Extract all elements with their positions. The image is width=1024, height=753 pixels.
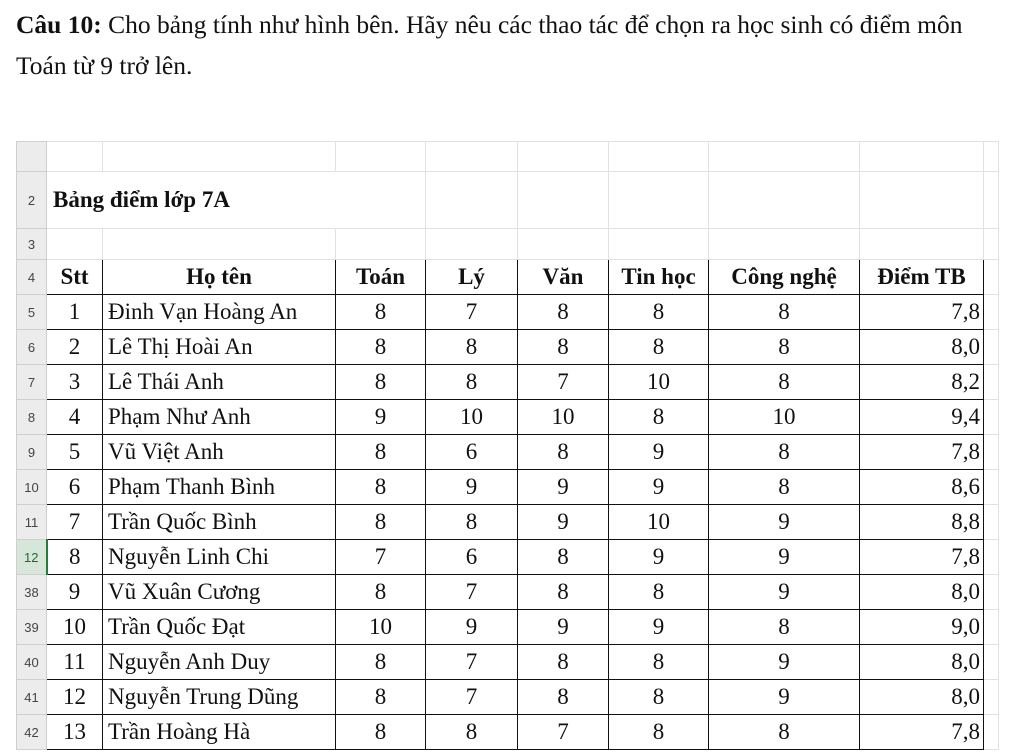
cell-diem-tb[interactable]: 9,4 — [860, 400, 984, 435]
row-blank-top — [17, 142, 999, 172]
table-row — [17, 295, 999, 330]
cell-tin[interactable]: 10 — [609, 365, 709, 400]
cell-cong-nghe[interactable]: 9 — [709, 575, 860, 610]
table-row — [17, 365, 999, 400]
cell-toan[interactable]: 8 — [336, 645, 426, 680]
cell-ly[interactable]: 10 — [426, 400, 518, 435]
cell-stt[interactable]: 8 — [47, 540, 103, 575]
cell-diem-tb[interactable]: 8,0 — [860, 330, 984, 365]
cell-diem-tb[interactable]: 8,6 — [860, 470, 984, 505]
table-row — [17, 610, 999, 645]
cell-tin[interactable]: 9 — [609, 470, 709, 505]
cell-name[interactable]: Nguyễn Linh Chi — [103, 540, 336, 575]
col-header-toan[interactable]: Toán — [336, 260, 426, 295]
cell-name[interactable]: Trần Quốc Bình — [103, 505, 336, 540]
cell-stt[interactable]: 1 — [47, 295, 103, 330]
row-header[interactable]: 38 — [17, 575, 47, 610]
cell-stt[interactable]: 13 — [47, 715, 103, 750]
cell-cong-nghe[interactable]: 8 — [709, 435, 860, 470]
cell-stt[interactable]: 9 — [47, 575, 103, 610]
cell-name[interactable]: Nguyễn Trung Dũng — [103, 680, 336, 715]
cell-name[interactable]: Trần Quốc Đạt — [103, 610, 336, 645]
table-row — [17, 470, 999, 505]
col-header-cn[interactable]: Công nghệ — [709, 260, 860, 295]
cell-van[interactable]: 8 — [518, 330, 609, 365]
cell-cong-nghe[interactable]: 9 — [709, 680, 860, 715]
cell-ly[interactable]: 8 — [426, 715, 518, 750]
row-header[interactable]: 10 — [17, 470, 47, 505]
col-header-van[interactable]: Văn — [518, 260, 609, 295]
header-row — [17, 260, 999, 295]
row-header[interactable]: 6 — [17, 330, 47, 365]
cell-van[interactable]: 8 — [518, 435, 609, 470]
table-row — [17, 435, 999, 470]
cell-van[interactable]: 9 — [518, 610, 609, 645]
cell-ly[interactable]: 6 — [426, 435, 518, 470]
table-row — [17, 575, 999, 610]
col-header-name[interactable]: Họ tên — [103, 260, 336, 295]
table-row — [17, 540, 999, 575]
cell-ly[interactable]: 7 — [426, 575, 518, 610]
cell-stt[interactable]: 2 — [47, 330, 103, 365]
cell-name[interactable]: Vũ Việt Anh — [103, 435, 336, 470]
cell-cong-nghe[interactable]: 9 — [709, 645, 860, 680]
row-header[interactable]: 12 — [17, 540, 47, 575]
table-row — [17, 715, 999, 750]
table-row — [17, 680, 999, 715]
cell-stt[interactable]: 4 — [47, 400, 103, 435]
cell-cong-nghe[interactable]: 8 — [709, 330, 860, 365]
question-body: Cho bảng tính như hình bên. Hãy nêu các thao tác để chọn ra học sinh có điểm môn Toán từ 9 trở lên. — [16, 10, 963, 80]
cell-tin[interactable]: 9 — [609, 540, 709, 575]
cell-diem-tb[interactable]: 9,0 — [860, 610, 984, 645]
table-row — [17, 645, 999, 680]
cell-stt[interactable]: 5 — [47, 435, 103, 470]
cell-diem-tb[interactable]: 7,8 — [860, 435, 984, 470]
cell-diem-tb[interactable]: 7,8 — [860, 715, 984, 750]
cell-van[interactable]: 7 — [518, 365, 609, 400]
cell-van[interactable]: 9 — [518, 505, 609, 540]
row-header[interactable]: 3 — [17, 229, 47, 260]
cell-cong-nghe[interactable]: 9 — [709, 540, 860, 575]
cell-ly[interactable]: 7 — [426, 295, 518, 330]
cell-toan[interactable]: 9 — [336, 400, 426, 435]
cell-van[interactable]: 8 — [518, 540, 609, 575]
cell-ly[interactable]: 9 — [426, 470, 518, 505]
cell-ly[interactable]: 8 — [426, 330, 518, 365]
row-header[interactable]: 9 — [17, 435, 47, 470]
cell-van[interactable]: 8 — [518, 645, 609, 680]
cell-stt[interactable]: 3 — [47, 365, 103, 400]
cell-toan[interactable]: 7 — [336, 540, 426, 575]
cell-van[interactable]: 8 — [518, 575, 609, 610]
row-header[interactable] — [17, 142, 47, 172]
table-row — [17, 330, 999, 365]
cell-tin[interactable]: 8 — [609, 575, 709, 610]
cell-toan[interactable]: 8 — [336, 505, 426, 540]
col-header-tin[interactable]: Tin học — [609, 260, 709, 295]
row-header[interactable]: 40 — [17, 645, 47, 680]
cell-cong-nghe[interactable]: 8 — [709, 365, 860, 400]
col-header-stt[interactable]: Stt — [47, 260, 103, 295]
cell-ly[interactable]: 7 — [426, 645, 518, 680]
cell-tin[interactable]: 8 — [609, 645, 709, 680]
row-header[interactable]: 41 — [17, 680, 47, 715]
row-blank — [17, 229, 999, 260]
cell-van[interactable]: 7 — [518, 715, 609, 750]
cell-ly[interactable]: 6 — [426, 540, 518, 575]
cell-ly[interactable]: 9 — [426, 610, 518, 645]
cell-diem-tb[interactable]: 8,0 — [860, 680, 984, 715]
cell-toan[interactable]: 8 — [336, 295, 426, 330]
cell-stt[interactable]: 11 — [47, 645, 103, 680]
row-header[interactable]: 7 — [17, 365, 47, 400]
cell-cong-nghe[interactable]: 10 — [709, 400, 860, 435]
cell-tin[interactable]: 8 — [609, 330, 709, 365]
cell-diem-tb[interactable]: 8,8 — [860, 505, 984, 540]
cell-toan[interactable]: 8 — [336, 575, 426, 610]
question-label: Câu 10: — [16, 10, 102, 39]
cell-toan[interactable]: 8 — [336, 715, 426, 750]
question-text — [16, 4, 1011, 86]
cell-diem-tb[interactable]: 8,2 — [860, 365, 984, 400]
cell-toan[interactable]: 10 — [336, 610, 426, 645]
col-header-ly[interactable]: Lý — [426, 260, 518, 295]
cell-stt[interactable]: 7 — [47, 505, 103, 540]
cell-ly[interactable]: 7 — [426, 680, 518, 715]
row-header[interactable]: 2 — [17, 172, 47, 229]
cell-stt[interactable]: 10 — [47, 610, 103, 645]
cell-van[interactable]: 9 — [518, 470, 609, 505]
row-header[interactable]: 42 — [17, 715, 47, 750]
cell-toan[interactable]: 8 — [336, 470, 426, 505]
cell-diem-tb[interactable]: 7,8 — [860, 540, 984, 575]
cell-tin[interactable]: 8 — [609, 715, 709, 750]
cell-cong-nghe[interactable]: 8 — [709, 470, 860, 505]
cell-name[interactable]: Nguyễn Anh Duy — [103, 645, 336, 680]
table-row — [17, 400, 999, 435]
cell-tin[interactable]: 8 — [609, 400, 709, 435]
cell-stt[interactable]: 6 — [47, 470, 103, 505]
cell-name[interactable]: Phạm Thanh Bình — [103, 470, 336, 505]
cell-van[interactable]: 8 — [518, 295, 609, 330]
table-row — [17, 505, 999, 540]
cell-toan[interactable]: 8 — [336, 330, 426, 365]
cell-toan[interactable]: 8 — [336, 435, 426, 470]
cell-ly[interactable]: 8 — [426, 505, 518, 540]
col-header-tb[interactable]: Điểm TB — [860, 260, 984, 295]
cell-cong-nghe[interactable]: 8 — [709, 295, 860, 330]
cell-cong-nghe[interactable]: 8 — [709, 715, 860, 750]
cell-tin[interactable]: 9 — [609, 610, 709, 645]
cell-diem-tb[interactable]: 7,8 — [860, 295, 984, 330]
row-title — [17, 172, 999, 229]
cell-name[interactable]: Vũ Xuân Cương — [103, 575, 336, 610]
row-header[interactable]: 39 — [17, 610, 47, 645]
row-header[interactable]: 4 — [17, 260, 47, 295]
cell-tin[interactable]: 10 — [609, 505, 709, 540]
cell-name[interactable]: Lê Thị Hoài An — [103, 330, 336, 365]
row-header[interactable]: 11 — [17, 505, 47, 540]
spreadsheet-grid[interactable] — [16, 141, 999, 750]
cell-diem-tb[interactable]: 8,0 — [860, 645, 984, 680]
cell-stt[interactable]: 12 — [47, 680, 103, 715]
cell-tin[interactable]: 8 — [609, 680, 709, 715]
sheet-title[interactable]: Bảng điểm lớp 7A — [47, 172, 336, 229]
row-header[interactable]: 5 — [17, 295, 47, 330]
cell-name[interactable]: Phạm Như Anh — [103, 400, 336, 435]
cell-tin[interactable]: 8 — [609, 295, 709, 330]
cell-name[interactable]: Trần Hoàng Hà — [103, 715, 336, 750]
cell-toan[interactable]: 8 — [336, 365, 426, 400]
cell-name[interactable]: Đinh Vạn Hoàng An — [103, 295, 336, 330]
cell-ly[interactable]: 8 — [426, 365, 518, 400]
cell-cong-nghe[interactable]: 8 — [709, 610, 860, 645]
cell-van[interactable]: 8 — [518, 680, 609, 715]
cell-toan[interactable]: 8 — [336, 680, 426, 715]
cell-tin[interactable]: 9 — [609, 435, 709, 470]
cell-cong-nghe[interactable]: 9 — [709, 505, 860, 540]
cell-van[interactable]: 10 — [518, 400, 609, 435]
row-header[interactable]: 8 — [17, 400, 47, 435]
cell-name[interactable]: Lê Thái Anh — [103, 365, 336, 400]
cell-diem-tb[interactable]: 8,0 — [860, 575, 984, 610]
